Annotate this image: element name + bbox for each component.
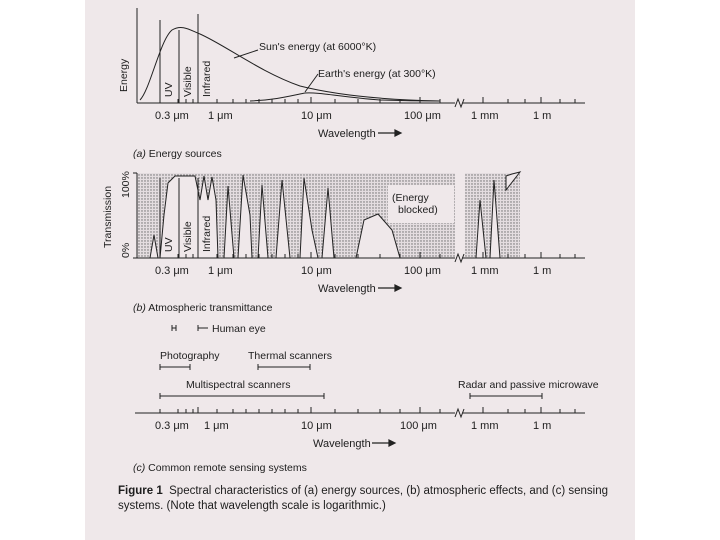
tick-label: 1 m — [533, 420, 552, 432]
multispectral-range — [160, 393, 324, 399]
human-eye-range — [172, 325, 176, 331]
energy-blocked-label: (Energy blocked) — [392, 192, 438, 216]
tick-label: 1 m — [533, 265, 552, 277]
tick-label: 0.3 μm — [155, 110, 189, 122]
visible-label: Visible — [182, 221, 194, 252]
tick-label: 1 mm — [471, 265, 499, 277]
infrared-label: Infrared — [201, 60, 213, 97]
figure-label: Figure 1 — [118, 485, 163, 497]
energy-axis-label: Energy — [118, 58, 130, 92]
uv-label: UV — [163, 237, 175, 252]
wavelength-label: Wavelength — [318, 283, 376, 295]
wavelength-label: Wavelength — [313, 438, 371, 450]
earth-energy-label: Earth's energy (at 300°K) — [318, 68, 436, 80]
infrared-label: Infrared — [201, 215, 213, 252]
tick-label: 100 μm — [404, 265, 441, 277]
photography-label: Photography — [160, 350, 220, 362]
tick-label: 10 μm — [301, 420, 332, 432]
figure-caption-text: Spectral characteristics of (a) energy sources, (b) atmospheric effects, and (c) sensing systems. (Note that wavelength scale is logarithmic.) — [118, 485, 609, 512]
tick-label: 0.3 μm — [155, 420, 189, 432]
tick-label: 0.3 μm — [155, 265, 189, 277]
sun-energy-label: Sun's energy (at 6000°K) — [259, 41, 377, 53]
caption-a: (a) Energy sources — [133, 148, 222, 160]
y-tick-0: 0% — [120, 242, 132, 258]
caption-c: (c) Common remote sensing systems — [133, 462, 307, 474]
tick-label: 100 μm — [404, 110, 441, 122]
axis-break — [455, 99, 464, 107]
transmission-axis-label: Transmission — [102, 185, 114, 248]
tick-label: 1 mm — [471, 110, 499, 122]
thermal-scanners-label: Thermal scanners — [248, 350, 333, 362]
tick-label: 1 μm — [208, 265, 233, 277]
multispectral-label: Multispectral scanners — [186, 379, 291, 391]
y-tick-100: 100% — [120, 171, 132, 198]
thermal-scanners-range — [258, 364, 310, 370]
visible-label: Visible — [182, 66, 194, 97]
caption-b: (b) Atmospheric transmittance — [133, 302, 273, 314]
human-eye-label: Human eye — [212, 323, 266, 335]
radar-range — [470, 393, 542, 399]
tick-label: 10 μm — [301, 265, 332, 277]
wavelength-label: Wavelength — [318, 128, 376, 140]
tick-label: 1 μm — [204, 420, 229, 432]
panel-c-plot — [135, 325, 585, 417]
tick-label: 10 μm — [301, 110, 332, 122]
tick-label: 100 μm — [400, 420, 437, 432]
tick-label: 1 μm — [208, 110, 233, 122]
tick-label: 1 mm — [471, 420, 499, 432]
radar-label: Radar and passive microwave — [458, 379, 599, 391]
photography-range — [160, 364, 190, 370]
uv-label: UV — [163, 82, 175, 97]
tick-label: 1 m — [533, 110, 552, 122]
figure-caption — [118, 484, 618, 514]
